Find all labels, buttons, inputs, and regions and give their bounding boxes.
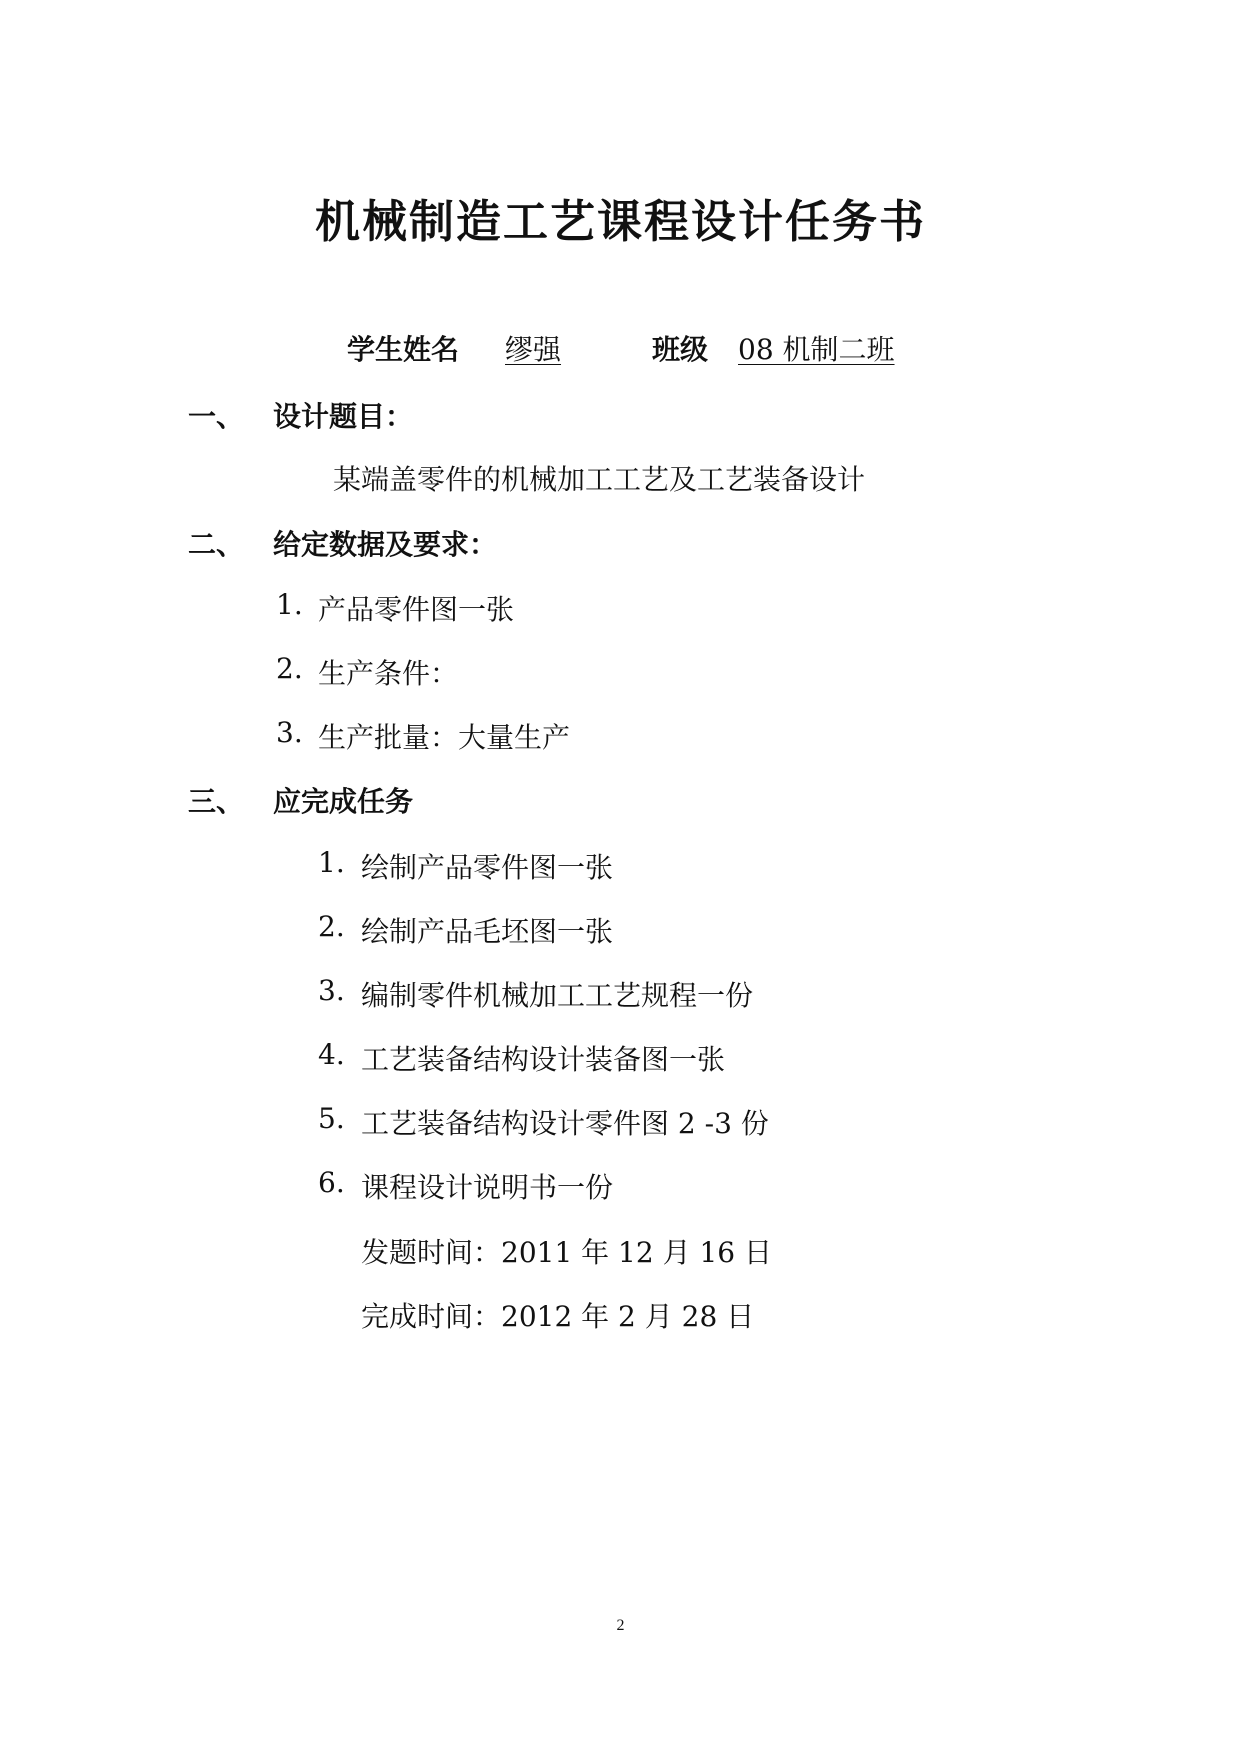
task-item: 工艺装备结构设计零件图 2 -3 份 (361, 1107, 769, 1140)
page-title: 机械制造工艺课程设计任务书 (314, 195, 926, 248)
task-item-number: 5. (318, 1102, 345, 1135)
task-item-number: 2. (318, 910, 345, 943)
section-3-number: 三、 (188, 785, 245, 818)
class-label: 班级 (652, 333, 709, 366)
list-item-number: 2. (276, 652, 303, 685)
section-1-number: 一、 (188, 400, 245, 433)
list-item: 生产条件： (318, 657, 459, 690)
page-number: 2 (616, 1617, 625, 1634)
task-item-number: 1. (318, 846, 345, 879)
list-item-number: 1. (276, 588, 303, 621)
section-3-heading: 应完成任务 (273, 785, 414, 818)
task-item: 工艺装备结构设计装备图一张 (361, 1043, 726, 1076)
list-item-number: 3. (276, 716, 303, 749)
completion-date: 完成时间：2012 年 2 月 28 日 (361, 1300, 755, 1333)
section-2-number: 二、 (188, 528, 245, 561)
student-name-value: 缪强 (505, 333, 562, 366)
task-item: 编制零件机械加工工艺规程一份 (361, 979, 754, 1012)
list-item: 产品零件图一张 (318, 593, 515, 626)
task-item-number: 4. (318, 1038, 345, 1071)
list-item: 生产批量：大量生产 (318, 721, 571, 754)
task-item: 绘制产品零件图一张 (361, 851, 614, 884)
class-value: 08 机制二班 (738, 333, 895, 366)
section-1-body: 某端盖零件的机械加工工艺及工艺装备设计 (333, 463, 866, 496)
task-item-number: 3. (318, 974, 345, 1007)
section-1-heading: 设计题目： (273, 400, 414, 433)
task-item-number: 6. (318, 1166, 345, 1199)
task-item: 绘制产品毛坯图一张 (361, 915, 614, 948)
student-name-label: 学生姓名 (347, 333, 460, 366)
task-item: 课程设计说明书一份 (361, 1171, 614, 1204)
issue-date: 发题时间：2011 年 12 月 16 日 (361, 1236, 773, 1269)
section-2-heading: 给定数据及要求： (273, 528, 498, 561)
